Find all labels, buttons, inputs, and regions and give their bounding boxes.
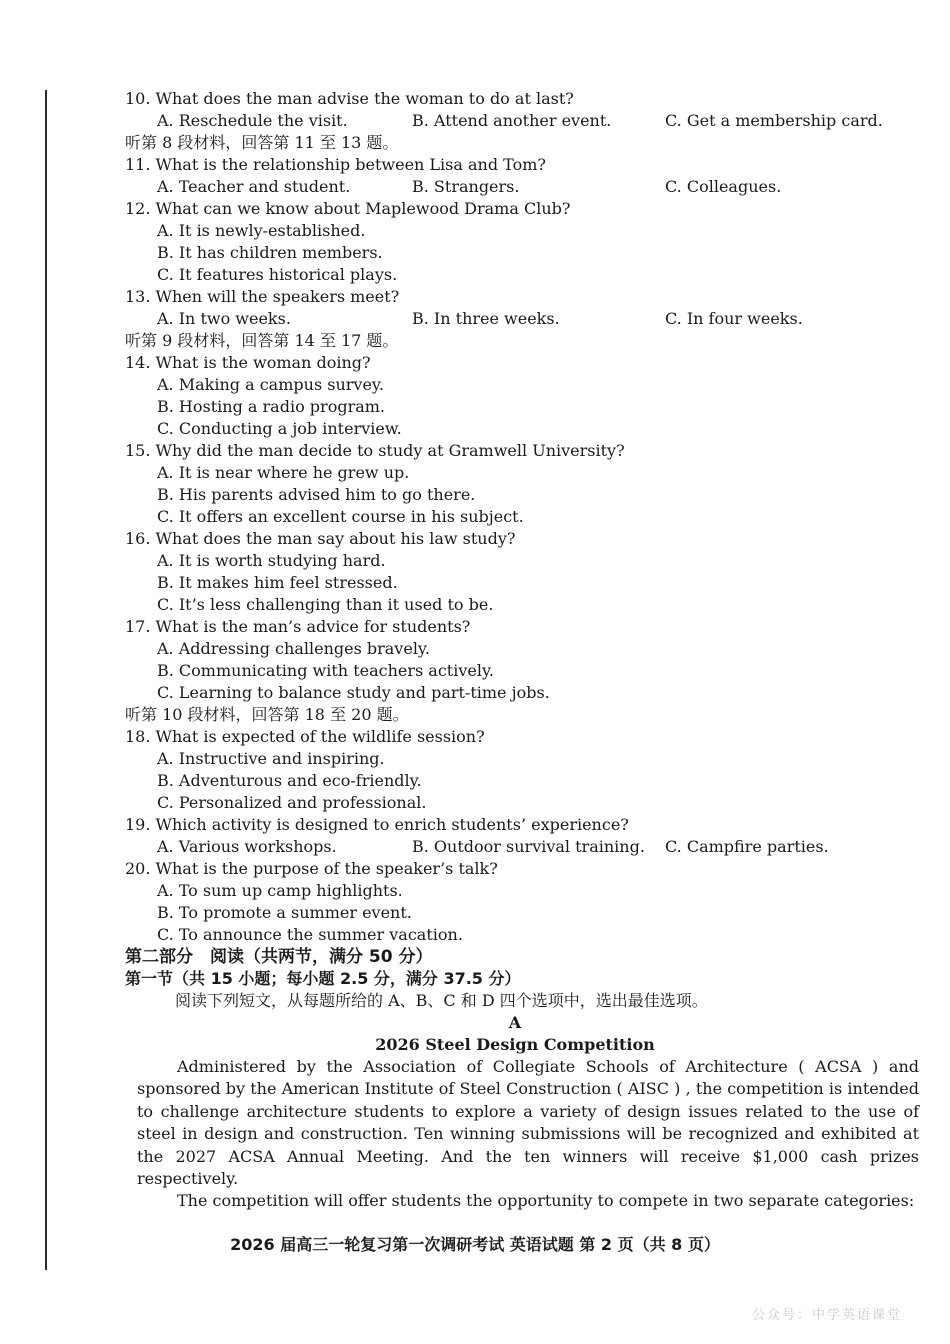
option-c: C. Colleagues.: [665, 177, 782, 196]
question-11-options: [157, 176, 905, 198]
watermark: 公众号：中学英语课堂: [751, 1308, 902, 1323]
passage-paragraph-2: The competition will offer students the opportunity to compete in two separate categories:: [177, 1191, 915, 1211]
question-13-stem: 13. When will the speakers meet?: [125, 287, 400, 306]
scan-edge-line: [45, 90, 47, 1270]
option-b: B. In three weeks.: [412, 309, 560, 328]
option-c: C. Personalized and professional.: [157, 793, 427, 812]
listening-instruction-9: 听第 9 段材料，回答第 14 至 17 题。: [125, 331, 399, 350]
question-20-stem: 20. What is the purpose of the speaker’s talk?: [125, 859, 498, 878]
question-11-stem: 11. What is the relationship between Lisa and Tom?: [125, 155, 546, 174]
option-c: C. Get a membership card.: [665, 111, 883, 130]
option-c: C. Conducting a job interview.: [157, 419, 402, 438]
option-a: A. It is newly-established.: [157, 221, 366, 240]
option-c: C. Learning to balance study and part-time jobs.: [157, 683, 550, 702]
option-b: B. Communicating with teachers actively.: [157, 661, 494, 680]
option-a: A. To sum up camp highlights.: [157, 881, 403, 900]
option-b: B. To promote a summer event.: [157, 903, 412, 922]
section-one-title: 第一节（共 15 小题；每小题 2.5 分，满分 37.5 分）: [125, 969, 521, 988]
question-10-stem: 10. What does the man advise the woman to do at last?: [125, 89, 574, 108]
passage-body: [137, 1056, 919, 1213]
question-14-stem: 14. What is the woman doing?: [125, 353, 371, 372]
option-a: A. Making a campus survey.: [157, 375, 384, 394]
option-c: C. It offers an excellent course in his subject.: [157, 507, 524, 526]
option-a: A. Teacher and student.: [157, 177, 351, 196]
option-a: A. Reschedule the visit.: [157, 111, 348, 130]
passage-label: A: [508, 1013, 522, 1032]
option-c: C. In four weeks.: [665, 309, 803, 328]
option-b: B. Outdoor survival training.: [412, 837, 645, 856]
question-12-stem: 12. What can we know about Maplewood Drama Club?: [125, 199, 571, 218]
option-b: B. It makes him feel stressed.: [157, 573, 398, 592]
option-c: C. It features historical plays.: [157, 265, 398, 284]
option-a: A. In two weeks.: [157, 309, 291, 328]
question-16-stem: 16. What does the man say about his law study?: [125, 529, 516, 548]
question-13-options: [157, 308, 905, 330]
page-footer: 2026 届高三一轮复习第一次调研考试 英语试题 第 2 页（共 8 页）: [230, 1235, 720, 1254]
question-19-options: [157, 836, 905, 858]
reading-instruction: 阅读下列短文，从每题所给的 A、B、C 和 D 四个选项中，选出最佳选项。: [175, 991, 708, 1010]
listening-instruction-8: 听第 8 段材料，回答第 11 至 13 题。: [125, 133, 399, 152]
option-a: A. Various workshops.: [157, 837, 337, 856]
listening-instruction-10: 听第 10 段材料，回答第 18 至 20 题。: [125, 705, 409, 724]
option-c: C. Campfire parties.: [665, 837, 829, 856]
question-17-stem: 17. What is the man’s advice for students?: [125, 617, 471, 636]
passage-paragraph-1: Administered by the Association of Collegiate Schools of Architecture ( ACSA ) and sponsored by the American Institute of Steel Construction ( AISC ) , the competition is intended to challenge architecture students to explore a variety of design issues related to the use of steel in design and construction. Ten winning submissions will be recognized and exhibited at the 2027 ACSA Annual Meeting. And the ten winners will receive $1,000 cash prizes respectively.: [137, 1057, 919, 1189]
option-b: B. Attend another event.: [412, 111, 612, 130]
option-c: C. To announce the summer vacation.: [157, 925, 463, 944]
option-c: C. It’s less challenging than it used to be.: [157, 595, 494, 614]
option-a: A. It is near where he grew up.: [157, 463, 410, 482]
exam-page: [125, 88, 919, 1213]
question-18-stem: 18. What is expected of the wildlife session?: [125, 727, 485, 746]
option-b: B. His parents advised him to go there.: [157, 485, 476, 504]
option-a: A. Addressing challenges bravely.: [157, 639, 430, 658]
option-a: A. It is worth studying hard.: [157, 551, 386, 570]
question-19-stem: 19. Which activity is designed to enrich students’ experience?: [125, 815, 629, 834]
passage-title: 2026 Steel Design Competition: [375, 1035, 655, 1054]
option-b: B. Adventurous and eco-friendly.: [157, 771, 422, 790]
question-10-options: [157, 110, 905, 132]
part-two-title: 第二部分 阅读（共两节，满分 50 分）: [125, 947, 433, 967]
option-b: B. It has children members.: [157, 243, 383, 262]
option-b: B. Hosting a radio program.: [157, 397, 386, 416]
option-a: A. Instructive and inspiring.: [157, 749, 385, 768]
question-15-stem: 15. Why did the man decide to study at Gramwell University?: [125, 441, 625, 460]
option-b: B. Strangers.: [412, 177, 520, 196]
